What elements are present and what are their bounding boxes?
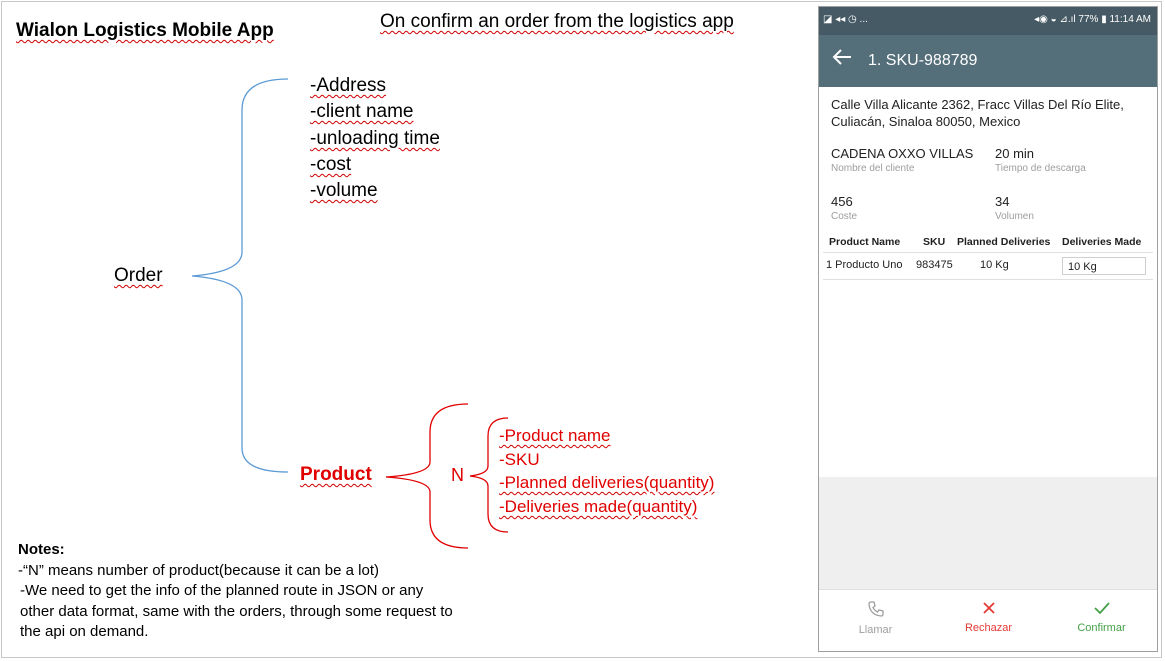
notes-line-1: -“N” means number of product(because it can be a lot)	[18, 561, 380, 579]
product-attr-planned: -Planned deliveries(quantity)	[499, 473, 715, 492]
table-header-sku: SKU	[923, 236, 946, 248]
phone-screenshot	[818, 6, 1158, 652]
deliveries-made-input[interactable]: 10 Kg	[1062, 257, 1146, 275]
call-button[interactable]: Llamar	[819, 590, 932, 652]
table-header-product-name: Product Name	[829, 236, 901, 248]
page-subtitle: On confirm an order from the logistics app	[380, 11, 734, 32]
product-attr-name: -Product name	[499, 426, 611, 445]
table-row-divider	[823, 279, 1153, 280]
app-bar-title: 1. SKU-988789	[868, 52, 978, 69]
order-attr-address: -Address	[310, 75, 387, 96]
action-bar	[819, 589, 1157, 652]
field-volume: 34 Volumen	[995, 194, 1034, 222]
table-header-planned: Planned Deliveries	[957, 236, 1051, 248]
table-divider	[823, 252, 1153, 253]
product-attr-sku: -SKU	[499, 450, 540, 469]
field-cost: 456 Coste	[831, 194, 858, 222]
field-client-name: CADENA OXXO VILLAS Nombre del cliente	[831, 146, 974, 174]
table-cell-name: 1 Producto Uno	[826, 259, 903, 271]
order-address: Calle Villa Alicante 2362, Fracc Villas Del Río Elite, Culiacán, Sinaloa 80050, Mexico	[831, 97, 1124, 129]
product-label: Product	[300, 464, 372, 485]
close-icon	[932, 600, 1045, 620]
app-bar	[819, 35, 1157, 87]
order-attr-client-name: -client name	[310, 101, 414, 122]
confirm-button[interactable]: Confirmar	[1045, 590, 1158, 652]
status-bar	[819, 7, 1157, 35]
phone-icon	[819, 600, 932, 622]
order-attr-volume: -volume	[310, 180, 378, 201]
order-brace	[192, 79, 288, 472]
notes-heading: Notes:	[18, 541, 65, 558]
order-attr-cost: -cost	[310, 154, 352, 175]
arrow-left-icon[interactable]	[831, 46, 853, 74]
notes-block	[18, 540, 458, 643]
empty-area	[819, 477, 1157, 589]
page-title: Wialon Logistics Mobile App	[16, 20, 274, 41]
table-header-made: Deliveries Made	[1062, 236, 1142, 248]
table-cell-sku: 983475	[916, 259, 953, 271]
reject-button[interactable]: Rechazar	[932, 590, 1045, 652]
status-icons-right: ◂◉ ◒ ⊿.ıl 77% ▮ 11:14 AM	[1034, 14, 1151, 25]
status-icons-left: ◪ ◂◂ ◷ ...	[823, 14, 868, 25]
order-attr-unloading-time: -unloading time	[310, 128, 440, 149]
field-unloading-time: 20 min Tiempo de descarga	[995, 146, 1086, 174]
order-label: Order	[114, 265, 163, 286]
check-icon	[1045, 600, 1158, 620]
notes-line-2: -We need to get the info of the planned route in JSON or any other data format, same with the orders, through some request to the api on demand.	[20, 582, 453, 640]
table-cell-planned: 10 Kg	[980, 259, 1009, 271]
product-attr-made: -Deliveries made(quantity)	[499, 497, 698, 516]
multiplicity-label: N	[451, 465, 464, 485]
